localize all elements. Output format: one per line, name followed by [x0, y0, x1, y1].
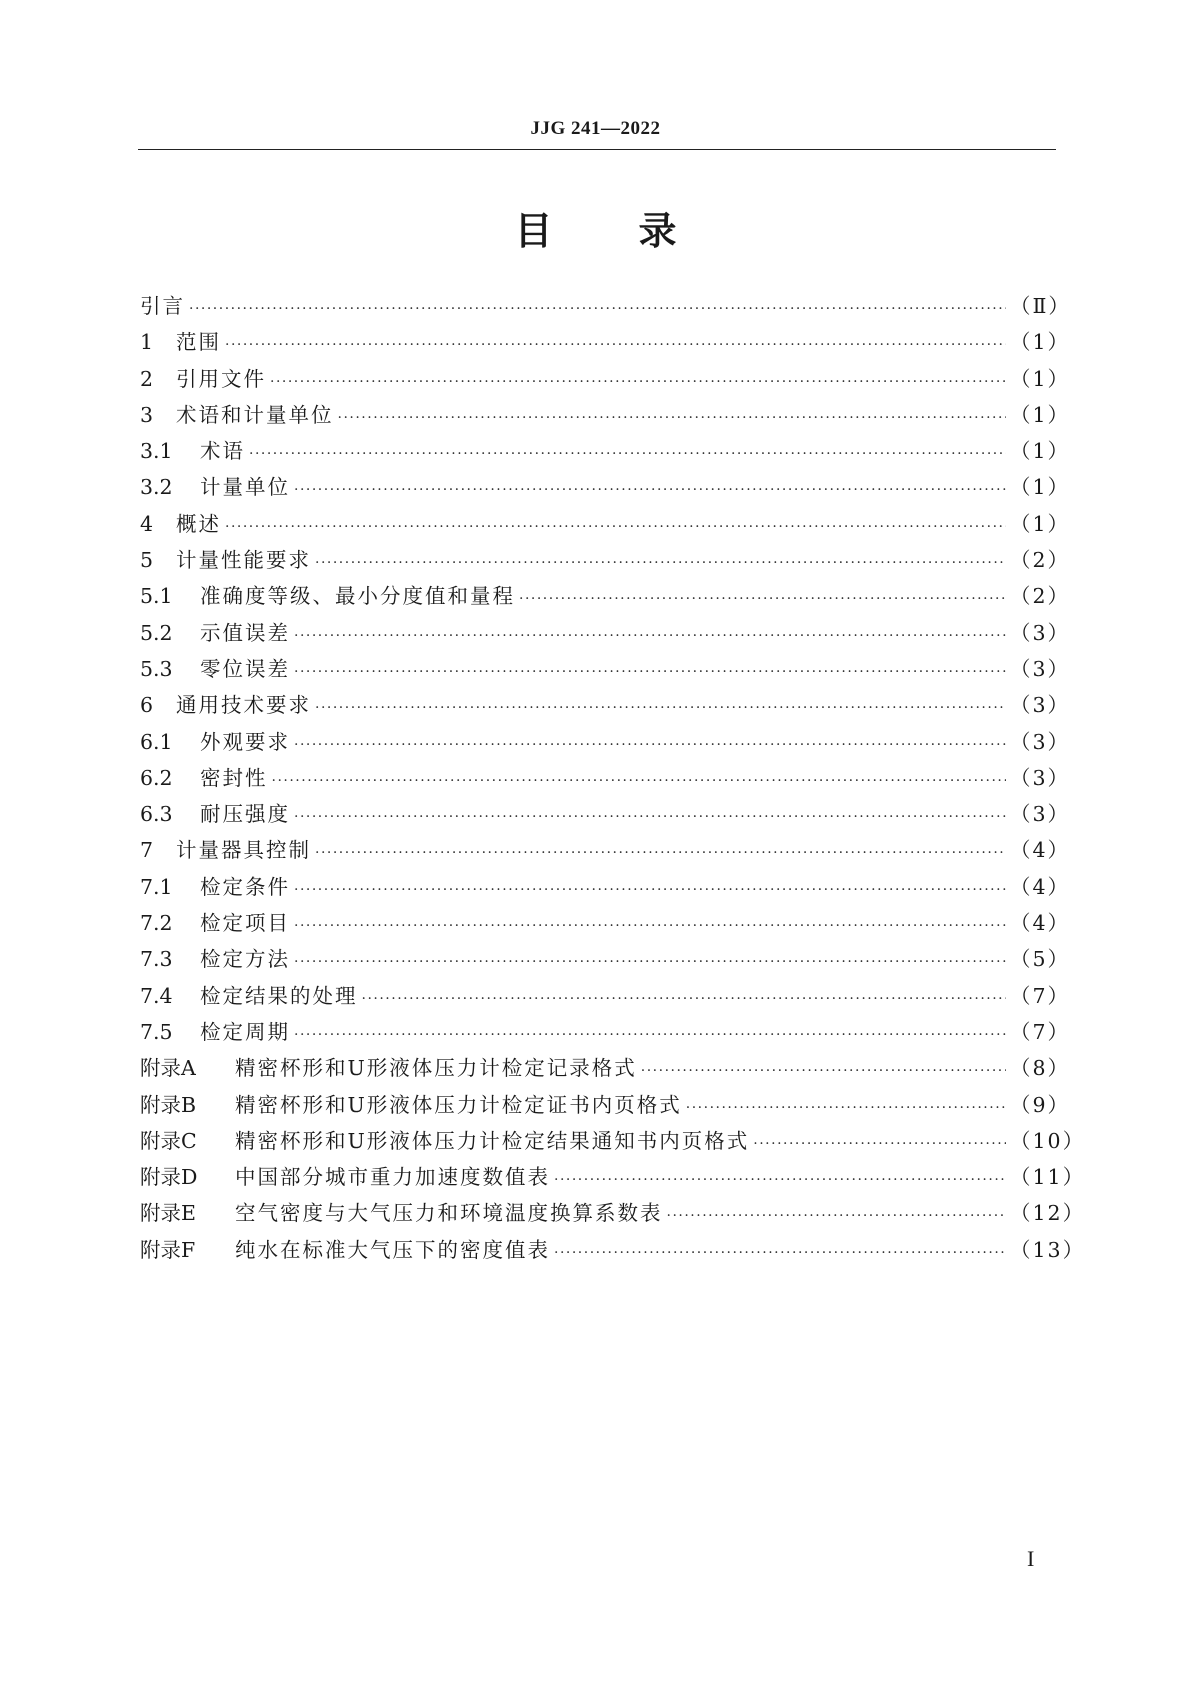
- toc-entry-title: 空气密度与大气压力和环境温度换算系数表: [235, 1201, 663, 1226]
- table-of-contents: [140, 289, 1086, 1269]
- toc-entry-title: 检定项目: [200, 911, 290, 936]
- toc-entry-number: 5: [140, 548, 154, 573]
- toc-leader-dots: [338, 410, 1007, 426]
- toc-leader-dots: [315, 700, 1006, 716]
- toc-entry-number: 7.4: [140, 983, 173, 1008]
- toc-entry-title: 引言: [140, 294, 185, 318]
- toc-entry-number: 1: [140, 330, 154, 355]
- toc-entry-number: 6: [140, 693, 154, 718]
- toc-entry-page: （3）: [1010, 620, 1071, 645]
- toc-entry-number: 附录D: [140, 1165, 198, 1190]
- toc-entry-title: 概述: [176, 511, 221, 536]
- page-title: [0, 200, 1191, 255]
- toc-entry-title: 外观要求: [200, 729, 290, 754]
- toc-entry-page: （8）: [1010, 1056, 1071, 1081]
- toc-leader-dots: [519, 591, 1006, 607]
- header-rule: [138, 149, 1056, 150]
- toc-entry-number: 6.3: [140, 802, 173, 827]
- toc-entry-number: 3.1: [140, 439, 173, 464]
- toc-leader-dots: [294, 809, 1006, 825]
- toc-entry-title: 密封性: [200, 765, 268, 790]
- toc-entry-page: （1）: [1010, 511, 1071, 536]
- toc-entry-title: 精密杯形和U形液体压力计检定记录格式: [235, 1056, 637, 1081]
- toc-leader-dots: [225, 519, 1006, 535]
- toc-entry-page: （4）: [1010, 838, 1071, 863]
- toc-entry-title: 引用文件: [176, 366, 266, 391]
- toc-entry-page: （10）: [1010, 1128, 1086, 1153]
- toc-entry[interactable]: [140, 1160, 1086, 1196]
- toc-entry-page: （3）: [1010, 656, 1071, 681]
- toc-leader-dots: [294, 628, 1006, 644]
- toc-entry-number: 附录C: [140, 1128, 197, 1153]
- toc-entry-title: 术语和计量单位: [176, 402, 334, 427]
- toc-entry-number: 5.1: [140, 584, 173, 609]
- toc-entry-page: （1）: [1010, 402, 1071, 427]
- toc-entry[interactable]: [140, 833, 1071, 869]
- toc-entry[interactable]: [140, 470, 1071, 506]
- toc-entry-title: 精密杯形和U形液体压力计检定结果通知书内页格式: [235, 1128, 750, 1153]
- toc-entry-number: 附录A: [140, 1056, 196, 1081]
- toc-entry-page: （Ⅱ）: [1010, 294, 1071, 318]
- toc-entry-number: 3.2: [140, 475, 173, 500]
- toc-entry-title: 检定结果的处理: [200, 983, 358, 1008]
- toc-entry[interactable]: [140, 434, 1071, 470]
- toc-entry[interactable]: [140, 616, 1071, 652]
- toc-leader-dots: [272, 773, 1007, 789]
- toc-entry[interactable]: [140, 906, 1071, 942]
- toc-leader-dots: [294, 664, 1006, 680]
- toc-entry[interactable]: [140, 1124, 1086, 1160]
- toc-entry-number: 附录B: [140, 1092, 197, 1117]
- toc-entry-page: （1）: [1010, 475, 1071, 500]
- toc-entry[interactable]: [140, 870, 1071, 906]
- document-code-header: JJG 241—2022: [530, 118, 661, 139]
- toc-leader-dots: [554, 1245, 1006, 1261]
- toc-entry-title: 精密杯形和U形液体压力计检定证书内页格式: [235, 1092, 682, 1117]
- toc-entry[interactable]: [140, 942, 1071, 978]
- toc-entry-title: 纯水在标准大气压下的密度值表: [235, 1237, 550, 1262]
- toc-entry[interactable]: [140, 1196, 1086, 1232]
- toc-entry-title: 术语: [200, 439, 245, 464]
- toc-leader-dots: [270, 374, 1006, 390]
- toc-entry[interactable]: [140, 688, 1071, 724]
- toc-entry-title: 准确度等级、最小分度值和量程: [200, 584, 515, 609]
- page-number: I: [1027, 1546, 1035, 1571]
- toc-leader-dots: [294, 882, 1006, 898]
- toc-entry-page: （1）: [1010, 366, 1071, 391]
- toc-entry-number: 6.1: [140, 729, 173, 754]
- toc-entry-title: 中国部分城市重力加速度数值表: [235, 1165, 550, 1190]
- toc-entry[interactable]: [140, 398, 1071, 434]
- toc-entry-number: 附录F: [140, 1237, 196, 1262]
- toc-entry-page: （4）: [1010, 911, 1071, 936]
- toc-entry-title: 检定周期: [200, 1019, 290, 1044]
- toc-entry[interactable]: [140, 979, 1071, 1015]
- toc-entry-number: 4: [140, 511, 154, 536]
- toc-entry-page: （13）: [1010, 1237, 1086, 1262]
- toc-leader-dots: [686, 1100, 1006, 1116]
- toc-entry-title: 检定条件: [200, 874, 290, 899]
- toc-entry[interactable]: [140, 1051, 1071, 1087]
- toc-entry[interactable]: [140, 362, 1071, 398]
- toc-entry-title: 范围: [176, 330, 221, 355]
- toc-entry-number: 7.1: [140, 874, 173, 899]
- toc-entry-number: 6.2: [140, 765, 173, 790]
- toc-leader-dots: [294, 918, 1006, 934]
- toc-entry[interactable]: [140, 579, 1071, 615]
- toc-leader-dots: [753, 1136, 1006, 1152]
- toc-entry-number: 7: [140, 838, 154, 863]
- toc-entry[interactable]: [140, 761, 1071, 797]
- toc-leader-dots: [249, 446, 1006, 462]
- toc-leader-dots: [641, 1063, 1006, 1079]
- toc-leader-dots: [667, 1208, 1007, 1224]
- toc-entry-page: （1）: [1010, 439, 1071, 464]
- toc-entry-title: 耐压强度: [200, 802, 290, 827]
- toc-entry[interactable]: [140, 725, 1071, 761]
- toc-entry-page: （3）: [1010, 765, 1071, 790]
- toc-entry-page: （3）: [1010, 729, 1071, 754]
- toc-entry-title: 示值误差: [200, 620, 290, 645]
- toc-entry-page: （3）: [1010, 802, 1071, 827]
- toc-leader-dots: [315, 845, 1006, 861]
- toc-entry-page: （3）: [1010, 693, 1071, 718]
- toc-leader-dots: [554, 1172, 1006, 1188]
- toc-entry-number: 附录E: [140, 1201, 196, 1226]
- title-char-1: 目: [514, 209, 553, 253]
- toc-entry-number: 7.2: [140, 911, 173, 936]
- toc-leader-dots: [225, 337, 1006, 353]
- toc-entry[interactable]: [140, 507, 1071, 543]
- toc-entry-title: 计量单位: [200, 475, 290, 500]
- toc-entry-number: 2: [140, 366, 154, 391]
- toc-entry-page: （2）: [1010, 548, 1071, 573]
- toc-entry-page: （11）: [1010, 1165, 1086, 1190]
- toc-entry-page: （7）: [1010, 983, 1071, 1008]
- toc-entry-number: 7.3: [140, 947, 173, 972]
- toc-entry-number: 5.2: [140, 620, 173, 645]
- toc-leader-dots: [294, 482, 1006, 498]
- toc-entry-page: （9）: [1010, 1092, 1071, 1117]
- toc-leader-dots: [294, 1027, 1006, 1043]
- toc-entry-page: （4）: [1010, 874, 1071, 899]
- toc-entry-page: （1）: [1010, 330, 1071, 355]
- toc-entry-page: （5）: [1010, 947, 1071, 972]
- toc-leader-dots: [315, 555, 1006, 571]
- toc-entry[interactable]: [140, 1015, 1071, 1051]
- toc-entry[interactable]: [140, 543, 1071, 579]
- toc-entry[interactable]: [140, 1233, 1086, 1269]
- toc-leader-dots: [294, 737, 1006, 753]
- toc-entry[interactable]: [140, 1088, 1071, 1124]
- toc-entry[interactable]: [140, 325, 1071, 361]
- toc-entry-title: 计量性能要求: [176, 548, 311, 573]
- toc-entry-number: 3: [140, 402, 154, 427]
- toc-entry-number: 7.5: [140, 1019, 173, 1044]
- toc-entry[interactable]: [140, 289, 1071, 325]
- toc-leader-dots: [189, 301, 1006, 317]
- toc-entry-page: （7）: [1010, 1019, 1071, 1044]
- toc-leader-dots: [294, 954, 1006, 970]
- toc-leader-dots: [362, 991, 1007, 1007]
- toc-entry-title: 零位误差: [200, 656, 290, 681]
- title-char-2: 录: [638, 209, 677, 253]
- toc-entry-page: （12）: [1010, 1201, 1086, 1226]
- toc-entry[interactable]: [140, 797, 1071, 833]
- toc-entry-title: 通用技术要求: [176, 693, 311, 718]
- toc-entry-title: 检定方法: [200, 947, 290, 972]
- toc-entry-page: （2）: [1010, 584, 1071, 609]
- toc-entry-title: 计量器具控制: [176, 838, 311, 863]
- toc-entry-number: 5.3: [140, 656, 173, 681]
- toc-entry[interactable]: [140, 652, 1071, 688]
